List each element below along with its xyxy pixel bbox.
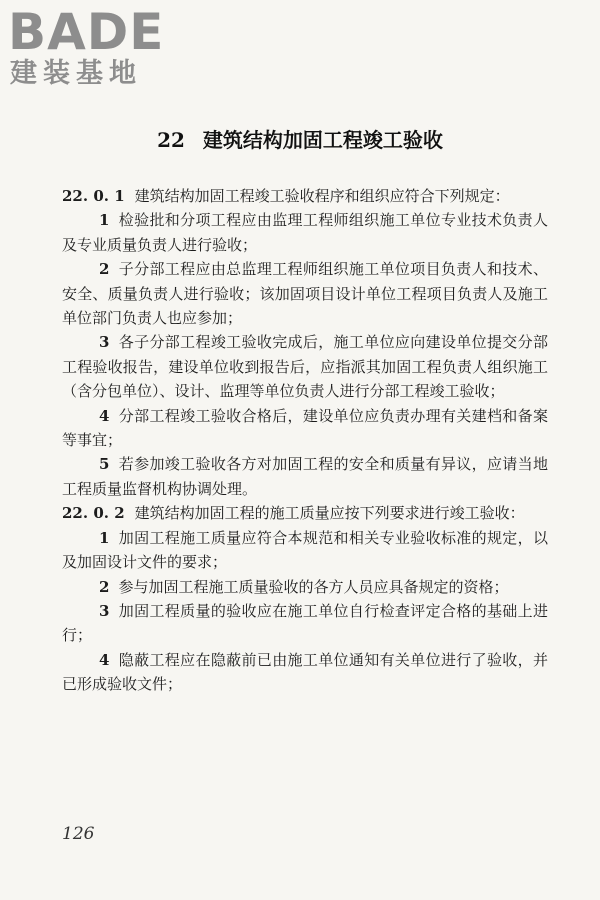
chapter-heading: 建筑结构加固工程竣工验收 bbox=[202, 128, 443, 152]
list-item bbox=[62, 575, 548, 599]
clause bbox=[62, 184, 548, 208]
list-item bbox=[62, 330, 548, 403]
page-body bbox=[62, 184, 548, 697]
item-number: 3 bbox=[99, 601, 110, 620]
item-number: 2 bbox=[99, 260, 110, 279]
item-text: 子分部工程应由总监理工程师组织施工单位项目负责人和技术、安全、质量负责人进行验收；该加固项目设计单位工程项目负责人及施工单位部门负责人也应参加； bbox=[62, 260, 548, 328]
item-text: 加固工程质量的验收应在施工单位自行检查评定合格的基础上进行； bbox=[62, 601, 548, 645]
list-item bbox=[62, 526, 548, 575]
item-text: 检验批和分项工程应由监理工程师组织施工单位专业技术负责人及专业质量负责人进行验收； bbox=[62, 211, 548, 254]
item-number: 2 bbox=[99, 577, 110, 596]
item-text: 分部工程竣工验收合格后，建设单位应负责办理有关建档和备案等事宜； bbox=[62, 406, 548, 450]
item-number: 5 bbox=[99, 455, 110, 474]
item-text: 隐蔽工程应在隐蔽前已由施工单位通知有关单位进行了验收，并已形成验收文件； bbox=[62, 650, 548, 694]
list-item bbox=[62, 452, 548, 501]
clause-number: 22. 0. 1 bbox=[62, 187, 125, 205]
bade-logo bbox=[8, 4, 188, 94]
list-item bbox=[62, 257, 548, 330]
chapter-title bbox=[0, 124, 600, 153]
clause-number: 22. 0. 2 bbox=[62, 504, 125, 523]
item-text: 若参加竣工验收各方对加固工程的安全和质量有异议，应请当地工程质量监督机构协调处理。 bbox=[62, 455, 548, 498]
item-text: 各子分部工程竣工验收完成后，施工单位应向建设单位提交分部工程验收报告，建设单位收到报告后，应指派其加固工程负责人组织施工（含分包单位）、设计、监理等单位负责人进行分部工程竣工验收； bbox=[62, 333, 548, 401]
item-number: 3 bbox=[99, 333, 110, 352]
list-item bbox=[62, 599, 548, 648]
item-text: 参与加固工程施工质量验收的各方人员应具备规定的资格； bbox=[118, 577, 509, 596]
item-text: 加固工程施工质量应符合本规范和相关专业验收标准的规定，以及加固设计文件的要求； bbox=[62, 528, 548, 572]
clause-text: 建筑结构加固工程的施工质量应按下列要求进行竣工验收： bbox=[134, 504, 525, 523]
chapter-number: 22 bbox=[157, 128, 185, 152]
list-item bbox=[62, 648, 548, 697]
clause-text: 建筑结构加固工程竣工验收程序和组织应符合下列规定： bbox=[134, 187, 510, 205]
logo-subtitle: 建装基地 bbox=[10, 58, 142, 89]
logo-wordmark: BADE bbox=[8, 3, 165, 61]
list-item bbox=[62, 404, 548, 453]
clause bbox=[62, 501, 548, 525]
list-item bbox=[62, 208, 548, 257]
item-number: 1 bbox=[99, 211, 110, 230]
item-number: 4 bbox=[99, 650, 110, 669]
item-number: 1 bbox=[99, 528, 110, 547]
page-number: 126 bbox=[62, 824, 95, 844]
item-number: 4 bbox=[99, 406, 110, 425]
